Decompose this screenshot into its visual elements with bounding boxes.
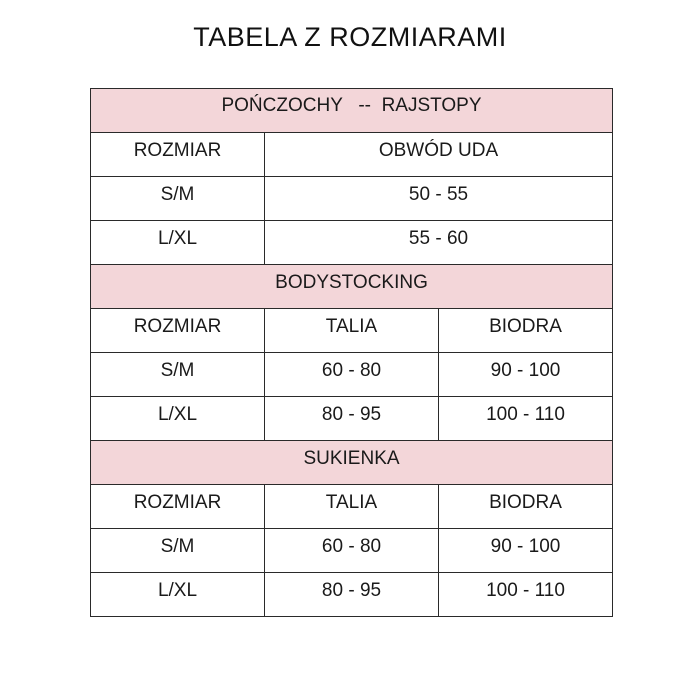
value-cell: 80 - 95 [265,397,439,441]
column-header-row [91,133,613,177]
column-header: TALIA [265,309,439,353]
value-cell: 50 - 55 [265,177,613,221]
value-cell: 90 - 100 [439,353,613,397]
column-header: OBWÓD UDA [265,133,613,177]
column-header: TALIA [265,485,439,529]
section-heading: BODYSTOCKING [91,265,613,309]
table-row [91,529,613,573]
value-cell: 60 - 80 [265,353,439,397]
section-header-row [91,89,613,133]
size-cell: S/M [91,177,265,221]
column-header-row [91,485,613,529]
size-chart-table [90,88,613,617]
column-header: ROZMIAR [91,133,265,177]
section-header-row [91,265,613,309]
value-cell: 100 - 110 [439,573,613,617]
table-row [91,397,613,441]
size-cell: S/M [91,353,265,397]
table-row [91,353,613,397]
column-header: BIODRA [439,485,613,529]
column-header: BIODRA [439,309,613,353]
section-heading: SUKIENKA [91,441,613,485]
value-cell: 80 - 95 [265,573,439,617]
column-header: ROZMIAR [91,309,265,353]
table-row [91,177,613,221]
page-title: TABELA Z ROZMIARAMI [193,22,507,52]
value-cell: 100 - 110 [439,397,613,441]
value-cell: 55 - 60 [265,221,613,265]
section-header-row [91,441,613,485]
section-heading: POŃCZOCHY -- RAJSTOPY [91,89,613,133]
size-cell: L/XL [91,397,265,441]
column-header-row [91,309,613,353]
size-cell: L/XL [91,221,265,265]
size-cell: S/M [91,529,265,573]
size-cell: L/XL [91,573,265,617]
value-cell: 90 - 100 [439,529,613,573]
table-row [91,221,613,265]
column-header: ROZMIAR [91,485,265,529]
table-row [91,573,613,617]
value-cell: 60 - 80 [265,529,439,573]
